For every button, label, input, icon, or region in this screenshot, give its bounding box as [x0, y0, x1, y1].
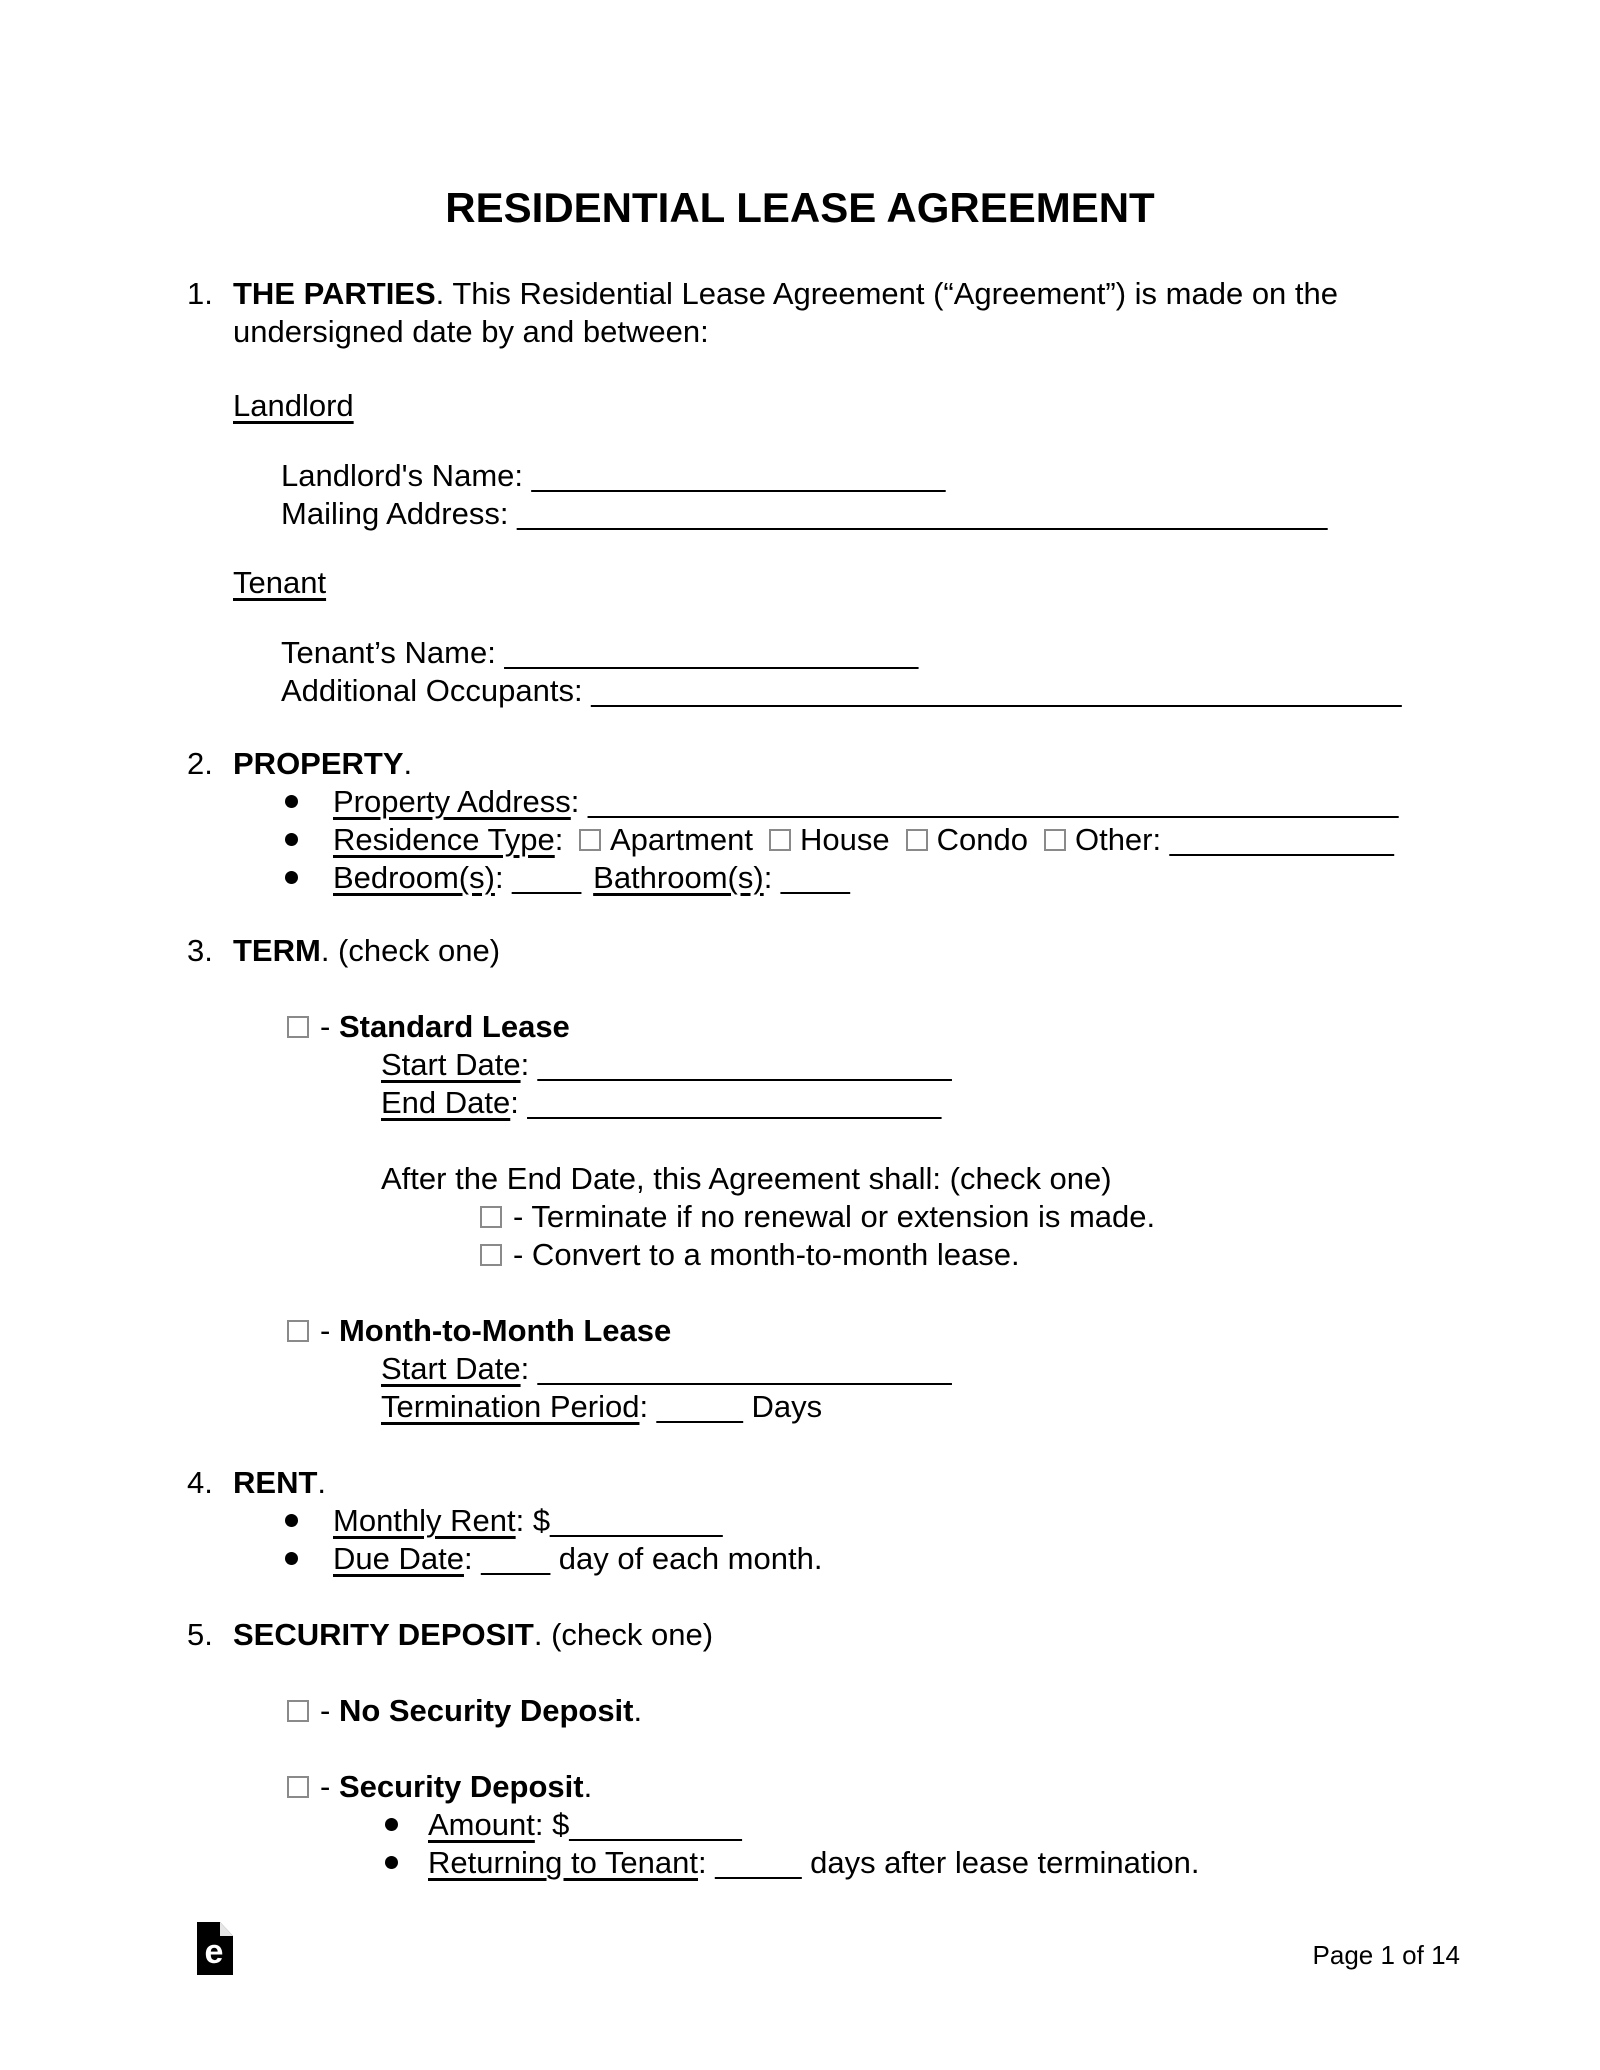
termination-period-label: Termination Period — [381, 1389, 640, 1424]
bullet-icon — [385, 1856, 398, 1869]
property-number: 2. — [187, 746, 213, 781]
tenant-name-blank[interactable]: ________________________ — [504, 635, 919, 670]
month-to-month-label: Month-to-Month Lease — [338, 1313, 672, 1348]
parties-heading: THE PARTIES — [233, 276, 436, 311]
termination-period-blank[interactable]: _____ — [656, 1389, 743, 1424]
bedroom-label: Bedroom(s) — [333, 860, 495, 895]
residence-option-label: Apartment — [609, 822, 753, 857]
rent-heading-line: 4. RENT. — [187, 1465, 327, 1500]
due-date-blank[interactable]: ____ — [481, 1541, 551, 1576]
property-address-label: Property Address — [333, 784, 571, 819]
terminate-option-line — [480, 1198, 1155, 1236]
mailing-address-blank[interactable]: _______________________________________________ — [517, 496, 1328, 531]
monthly-rent-blank[interactable]: __________ — [550, 1503, 723, 1538]
checkbox-terminate[interactable] — [480, 1206, 502, 1228]
bullet-icon — [285, 1514, 298, 1527]
no-security-deposit-label: No Security Deposit — [338, 1693, 634, 1728]
checkbox-apartment[interactable] — [579, 829, 601, 851]
returning-to-tenant-blank[interactable]: _____ — [715, 1845, 802, 1880]
security-heading-line: 5. SECURITY DEPOSIT. (check one) — [187, 1617, 714, 1652]
mailing-address-line — [281, 495, 1327, 533]
additional-occupants-blank[interactable]: _______________________________________________ — [591, 673, 1402, 708]
bullet-icon — [285, 871, 298, 884]
convert-option-label: - Convert to a month-to-month lease. — [513, 1237, 1020, 1272]
term-heading: TERM — [233, 933, 321, 968]
checkbox-condo[interactable] — [906, 829, 928, 851]
bullet-icon — [385, 1818, 398, 1831]
mtm-start-date-line: Start Date: ________________________ — [381, 1351, 952, 1386]
due-date-label: Due Date — [333, 1541, 464, 1576]
standard-start-date-blank[interactable]: ________________________ — [537, 1047, 952, 1082]
landlord-name-label: Landlord's Name: — [281, 458, 532, 493]
checkbox-house[interactable] — [769, 829, 791, 851]
security-heading: SECURITY DEPOSIT — [233, 1617, 534, 1652]
page-number: Page 1 of 14 — [1312, 1940, 1460, 1970]
parties-intro-line2: undersigned date by and between: — [233, 314, 709, 349]
terminate-option-label: - Terminate if no renewal or extension is made. — [513, 1199, 1156, 1234]
checkbox-convert[interactable] — [480, 1244, 502, 1266]
standard-lease-line: - Standard Lease — [287, 1008, 570, 1046]
document-title: RESIDENTIAL LEASE AGREEMENT — [445, 184, 1155, 231]
bathroom-blank[interactable]: ____ — [780, 860, 850, 895]
residence-type-line: Residence Type: Apartment House Condo Other: _____________ — [285, 821, 1394, 859]
residence-option-label: Condo — [936, 822, 1028, 857]
residence-type-label: Residence Type — [333, 822, 555, 857]
bathroom-label: Bathroom(s) — [593, 860, 764, 895]
property-heading: PROPERTY — [233, 746, 404, 781]
tenant-heading-line — [233, 564, 326, 602]
term-heading-line: 3. TERM. (check one) — [187, 933, 501, 968]
additional-occupants-line — [281, 672, 1402, 710]
tenant-name-line — [281, 634, 918, 672]
parties-number: 1. — [187, 276, 213, 311]
standard-end-date-line: End Date: ________________________ — [381, 1085, 942, 1120]
rent-number: 4. — [187, 1465, 213, 1500]
landlord-name-blank[interactable]: ________________________ — [531, 458, 946, 493]
checkbox-standard-lease[interactable] — [287, 1016, 309, 1038]
bullet-icon — [285, 795, 298, 808]
parties-heading-line — [187, 275, 1338, 313]
property-heading-line: 2. PROPERTY. — [187, 746, 413, 781]
logo-letter: e — [204, 1933, 224, 1971]
parties-intro-text: . This Residential Lease Agreement (“Agreement”) is made on the — [435, 276, 1339, 311]
landlord-heading-line — [233, 387, 354, 425]
checkbox-other[interactable] — [1044, 829, 1066, 851]
tenant-heading: Tenant — [233, 565, 327, 600]
residence-other-blank[interactable]: _____________ — [1169, 822, 1394, 857]
convert-option-line — [480, 1236, 1020, 1274]
mtm-start-date-blank[interactable]: ________________________ — [537, 1351, 952, 1386]
end-date-label: End Date — [381, 1085, 511, 1120]
checkbox-no-security-deposit[interactable] — [287, 1700, 309, 1722]
standard-start-date-line: Start Date: ________________________ — [381, 1047, 952, 1082]
security-number: 5. — [187, 1617, 213, 1652]
security-deposit-label: Security Deposit — [338, 1769, 584, 1804]
month-to-month-line: - Month-to-Month Lease — [287, 1312, 671, 1350]
monthly-rent-label: Monthly Rent — [333, 1503, 516, 1538]
termination-period-line: Termination Period: _____ Days — [381, 1389, 823, 1424]
deposit-amount-blank[interactable]: __________ — [569, 1807, 742, 1842]
no-security-deposit-line: - No Security Deposit. — [287, 1692, 642, 1730]
checkbox-month-to-month[interactable] — [287, 1320, 309, 1342]
monthly-rent-line: Monthly Rent: $__________ — [285, 1502, 723, 1540]
after-end-date-line: After the End Date, this Agreement shall: (check one) — [381, 1161, 1112, 1196]
document-page-icon — [197, 1922, 233, 1975]
eforms-logo — [197, 1922, 233, 1980]
property-address-blank[interactable]: _______________________________________________ — [588, 784, 1399, 819]
mailing-address-label: Mailing Address: — [281, 496, 518, 531]
residence-option-label: House — [800, 822, 890, 857]
bedroom-bathroom-line: Bedroom(s): ____ Bathroom(s): ____ — [285, 859, 850, 897]
checkbox-security-deposit[interactable] — [287, 1776, 309, 1798]
rent-heading: RENT — [233, 1465, 318, 1500]
deposit-amount-line: Amount: $__________ — [385, 1806, 742, 1844]
deposit-amount-label: Amount — [428, 1807, 535, 1842]
bullet-icon — [285, 1552, 298, 1565]
bullet-icon — [285, 833, 298, 846]
returning-to-tenant-label: Returning to Tenant — [428, 1845, 699, 1880]
residence-option-label: Other: — [1074, 822, 1162, 857]
additional-occupants-label: Additional Occupants: — [281, 673, 592, 708]
returning-to-tenant-line: Returning to Tenant: _____ days after lease termination. — [385, 1844, 1200, 1882]
start-date-label: Start Date — [381, 1351, 521, 1386]
bedroom-blank[interactable]: ____ — [512, 860, 582, 895]
standard-lease-label: Standard Lease — [338, 1009, 570, 1044]
security-deposit-line: - Security Deposit. — [287, 1768, 592, 1806]
start-date-label: Start Date — [381, 1047, 521, 1082]
term-number: 3. — [187, 933, 213, 968]
tenant-name-label: Tenant’s Name: — [281, 635, 505, 670]
standard-end-date-blank[interactable]: ________________________ — [527, 1085, 942, 1120]
landlord-heading: Landlord — [233, 388, 354, 423]
landlord-name-line — [281, 457, 945, 495]
property-address-line: Property Address: _______________________________________________ — [285, 783, 1398, 821]
due-date-line: Due Date: ____ day of each month. — [285, 1540, 822, 1578]
